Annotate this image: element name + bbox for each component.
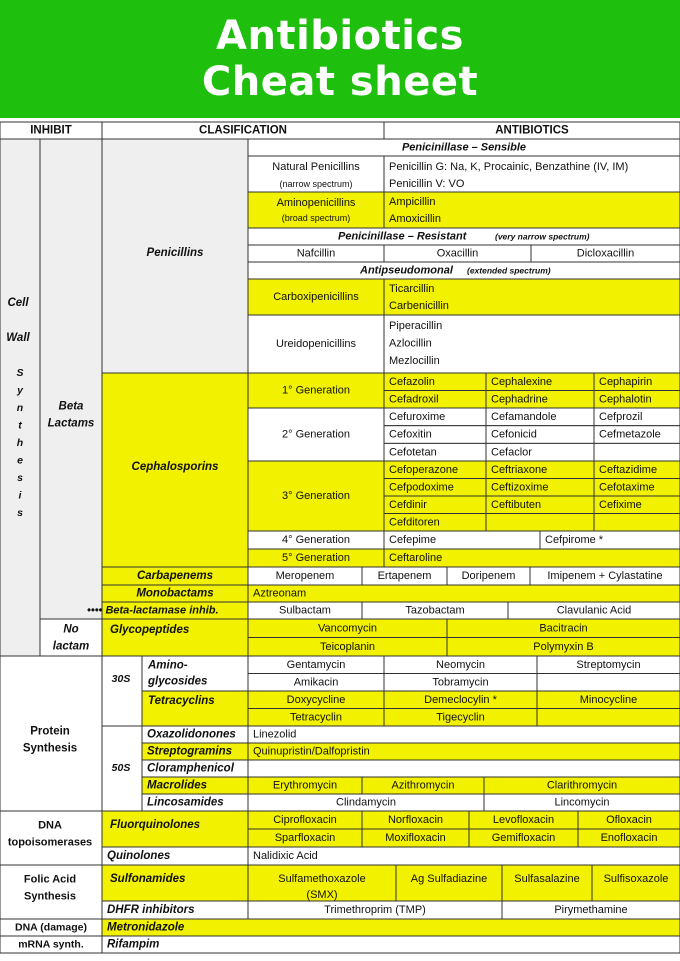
drug-name: Ciprofloxacin [273, 814, 337, 826]
inhibit-label: Protein [30, 725, 70, 738]
drug-name: Cephadrine [491, 393, 548, 406]
cell-text: 1° Generation [282, 384, 350, 397]
drug-name: Penicillin V: VO [389, 178, 465, 190]
drug-name: Cefamandole [491, 410, 557, 423]
cell-text: Ureidopenicillins [275, 338, 357, 350]
drug-name: Doripenem [461, 570, 516, 582]
drug-name: Cefixime [599, 498, 642, 511]
drug-name: Dicloxacillin [576, 247, 635, 260]
drug-name: Ceftriaxone [491, 463, 548, 476]
drug-name: Gentamycin [286, 658, 346, 671]
drug-name: Lincomycin [554, 796, 610, 809]
class-rifampim [102, 936, 680, 953]
drug-name: Imipenem + Cylastatine [547, 570, 663, 582]
inhibit-label: No [63, 623, 79, 636]
section-header [248, 262, 680, 279]
cell-text: (broad spectrum) [281, 213, 351, 223]
class-label: Quinolones [107, 850, 171, 862]
class-label: Oxazolidonones [147, 728, 236, 741]
drug-name: Azlocillin [389, 337, 432, 350]
drug-name: Amikacin [293, 676, 339, 689]
title-line-2: Cheat sheet [201, 59, 479, 105]
drug-name: Ertapenem [377, 570, 432, 582]
inhibit-label: Wall [6, 332, 30, 344]
cell-text: Penicinillase – Sensible [401, 141, 527, 154]
inhibit-letter: h [16, 437, 24, 449]
class-label: Glycopeptides [110, 624, 190, 636]
cell-text: 4° Generation [282, 534, 350, 546]
drug-name: Doxycycline [286, 693, 346, 706]
drug-name: Tetracyclin [290, 711, 342, 724]
inhibit-label: Folic Acid [23, 873, 77, 886]
cell-text: 3° Generation [282, 490, 350, 502]
drug-name: Piperacillin [389, 320, 443, 332]
drug-name: Moxifloxacin [385, 832, 446, 844]
inhibit-beta-lactams [40, 139, 102, 619]
table-cell [248, 585, 680, 602]
class-label: Streptogramins [147, 745, 232, 758]
drug-name: Cefprozil [599, 410, 643, 423]
drug-name: Amoxicillin [389, 213, 441, 225]
class-label: Amino- [148, 659, 188, 672]
drug-name: Aztreonam [253, 587, 307, 600]
drug-name: Sulfamethoxazole [278, 873, 366, 885]
table-cell [486, 514, 594, 532]
inhibit-letter: S [16, 367, 24, 379]
drug-name: Clarithromycin [546, 779, 618, 792]
drug-name: Cefonicid [491, 428, 537, 441]
cell-text: 2° Generation [282, 428, 350, 441]
drug-name: Cefadroxil [389, 393, 439, 406]
drug-name: Cephalexine [491, 375, 553, 388]
class-label: Carbapenems [136, 570, 214, 582]
drug-name: Cefotaxime [599, 481, 655, 494]
cell-text: Antipseudomonal [360, 264, 453, 277]
empty-cell [537, 674, 680, 692]
subunit-label: 30S [111, 673, 131, 685]
subunit-label: 50S [111, 762, 131, 774]
drug-name: Ofloxacin [606, 814, 652, 826]
drug-name: Tazobactam [405, 604, 465, 617]
class-label: Rifampim [107, 938, 160, 951]
class-metronidazole [102, 919, 680, 936]
drug-name: Cefpodoxime [389, 481, 454, 494]
drug-name: Cefditoren [389, 516, 440, 529]
drug-name: Quinupristin/Dalfopristin [253, 745, 370, 758]
drug-name: Mezlocillin [389, 355, 440, 367]
cell-text: Aminopenicillins [276, 197, 356, 209]
drug-name: Ceftazidime [599, 463, 658, 476]
table-cell [594, 514, 680, 532]
title-line-1: Antibiotics [216, 13, 464, 59]
inhibit-label: Synthesis [24, 890, 76, 903]
drug-name: Cefepime [389, 534, 437, 546]
inhibit-label: mRNA synth. [18, 938, 84, 951]
drug-name: Sulfasalazine [514, 873, 580, 885]
drug-name: Cephalotin [599, 393, 652, 406]
inhibit-letter: n [16, 402, 24, 414]
class-label: Metronidazole [107, 921, 185, 934]
drug-name: Cefazolin [389, 375, 435, 388]
class-label: Monobactams [136, 587, 214, 600]
header-classification: CLASIFICATION [199, 124, 287, 137]
cell-text: Natural Penicillins [272, 161, 360, 173]
drug-name: Cefoxitin [389, 428, 432, 441]
title-banner [0, 0, 680, 118]
drug-name: Trimethroprim (TMP) [324, 904, 426, 916]
class-label: Lincosamides [147, 796, 224, 809]
inhibit-letter: i [18, 489, 22, 502]
drug-name: Teicoplanin [319, 640, 376, 653]
table-cell [248, 726, 680, 743]
inhibit-label: Lactams [47, 417, 95, 430]
cell-text: Carboxipenicillins [273, 291, 359, 303]
class-label: Fluorquinolones [110, 819, 201, 831]
inhibit-label: Cell [7, 297, 29, 309]
drug-name: Tobramycin [432, 676, 489, 689]
inhibit-letter: s [17, 472, 23, 484]
drug-name: Cefotetan [389, 446, 437, 459]
drug-name: Clindamycin [336, 796, 396, 809]
cell-text: (narrow spectrum) [279, 179, 353, 189]
drug-name: Cefaclor [491, 446, 532, 459]
inhibit-label: Synthesis [22, 742, 78, 755]
class-label: Macrolides [147, 779, 208, 792]
drug-name: Demeclocylin * [424, 693, 497, 706]
drug-name: Penicillin G: Na, K, Procainic, Benzathine (IV, IM) [389, 161, 629, 173]
header-antibiotics: ANTIBIOTICS [495, 124, 569, 137]
drug-name: Cephapirin [599, 375, 653, 388]
drug-name: Ceftibuten [491, 498, 542, 511]
drug-name: Sulfisoxazole [603, 873, 669, 885]
drug-name: Ceftizoxime [491, 481, 549, 494]
drug-name: Streptomycin [576, 658, 641, 671]
class-label: •••• Beta-lactamase inhib. [87, 604, 219, 617]
class-label: Tetracyclins [148, 695, 215, 707]
inhibit-letter: s [17, 507, 23, 519]
drug-name: Ag Sulfadiazine [410, 873, 488, 885]
cell-text: (extended spectrum) [467, 265, 551, 276]
class-label: glycosides [148, 675, 208, 688]
drug-name: Cefoperazone [389, 463, 459, 476]
drug-name: Sulbactam [279, 604, 331, 617]
table-cell [594, 443, 680, 461]
drug-name: Enofloxacin [600, 832, 658, 844]
drug-name: Cefdinir [389, 498, 427, 511]
drug-name: Polymyxin B [533, 640, 594, 653]
drug-name: Cefpirome * [545, 534, 604, 546]
drug-name: Cefuroxime [389, 410, 446, 423]
inhibit-label: lactam [52, 640, 90, 653]
cheat-sheet-table [0, 118, 680, 961]
drug-name: Minocycline [579, 693, 638, 706]
drug-name: Vancomycin [317, 622, 378, 635]
drug-name: Ceftaroline [389, 552, 443, 564]
drug-name: Nalidixic Acid [253, 850, 318, 862]
inhibit-label: Beta [58, 400, 84, 413]
drug-name: Cefmetazole [599, 428, 661, 441]
cell-text: (very narrow spectrum) [495, 231, 590, 242]
drug-name: Norfloxacin [387, 814, 444, 826]
drug-name: Ticarcillin [389, 283, 435, 295]
class-label: DHFR inhibitors [107, 904, 195, 916]
drug-name: Sparfloxacin [274, 832, 336, 844]
drug-name: Bacitracin [539, 622, 588, 635]
empty-cell [248, 760, 680, 777]
drug-name: Ampicillin [389, 196, 436, 208]
drug-name: Linezolid [253, 728, 297, 741]
drug-name: Erythromycin [272, 779, 338, 792]
inhibit-letter: e [17, 454, 23, 467]
inhibit-label: DNA [38, 819, 62, 832]
drug-name: Pirymethamine [554, 904, 628, 916]
drug-name: Oxacillin [436, 247, 479, 260]
inhibit-label: DNA (damage) [15, 921, 87, 934]
class-label: Cloramphenicol [147, 762, 234, 775]
drug-name: Neomycin [436, 658, 485, 671]
drug-name: Azithromycin [391, 779, 455, 792]
inhibit-label: topoisomerases [7, 836, 93, 849]
cell-text: 5° Generation [282, 552, 350, 564]
drug-name: Meropenem [275, 570, 335, 582]
subunit-30s [102, 656, 142, 726]
drug-name: Gemifloxacin [491, 832, 556, 844]
drug-name: Carbenicillin [389, 300, 449, 312]
header-inhibit: INHIBIT [30, 124, 72, 137]
class-label: Penicillins [146, 247, 204, 259]
drug-name: (SMX) [306, 889, 338, 901]
inhibit-cell-wall [0, 139, 40, 656]
cell-text: Penicinillase – Resistant [338, 230, 467, 243]
inhibit-letter: y [17, 384, 23, 397]
drug-name: Levofloxacin [492, 814, 555, 826]
class-label: Cephalosporins [131, 461, 219, 473]
inhibit-letter: t [18, 419, 22, 432]
drug-name: Nafcillin [296, 247, 336, 260]
empty-cell [537, 709, 680, 727]
drug-name: Clavulanic Acid [556, 604, 632, 617]
class-label: Sulfonamides [110, 873, 186, 885]
drug-name: Tigecyclin [436, 711, 485, 724]
